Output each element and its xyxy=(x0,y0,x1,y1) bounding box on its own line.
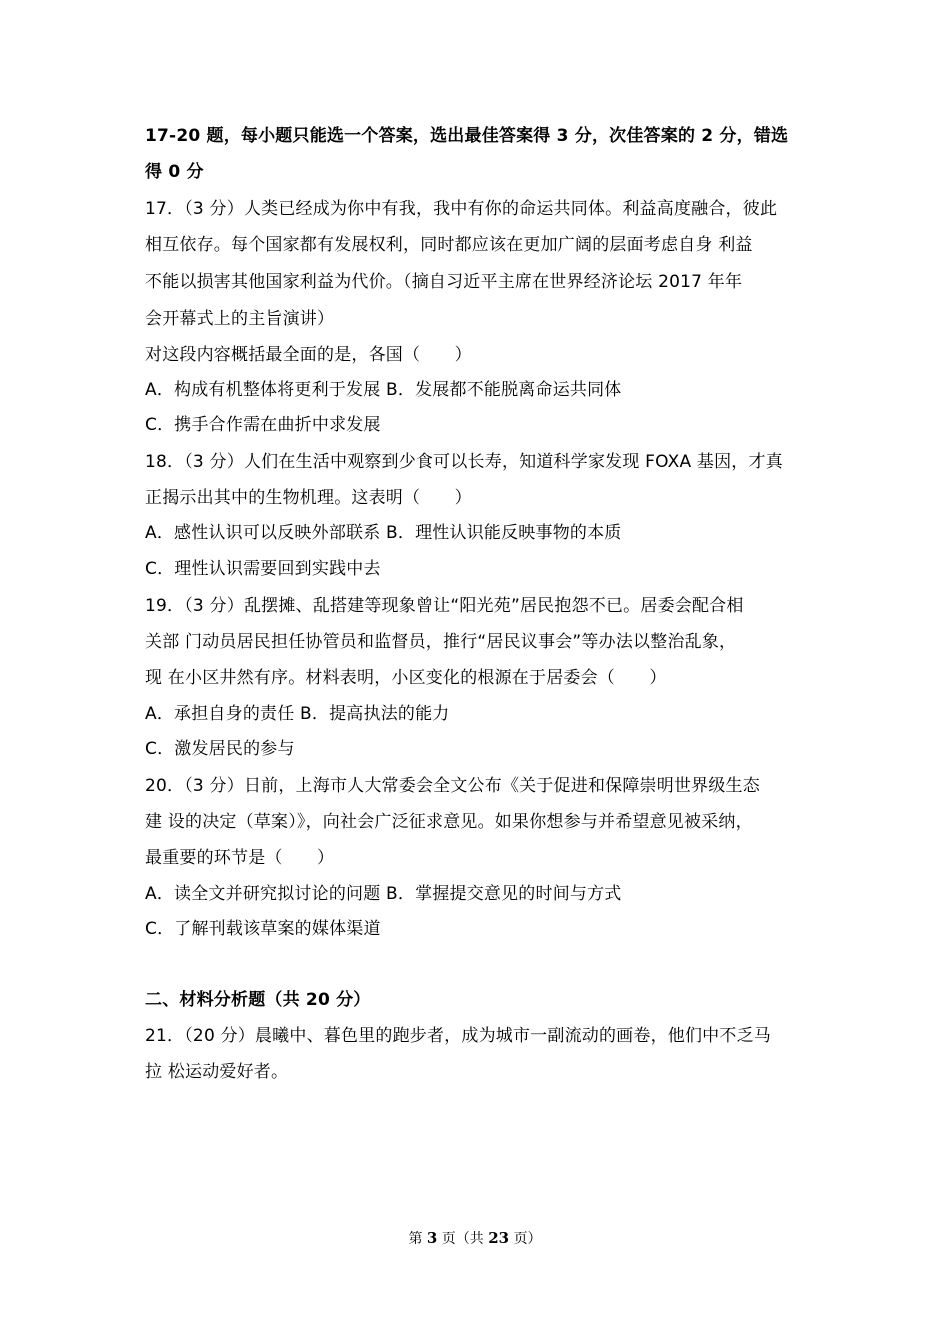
q20-stem-line-2: 建 设的决定（草案）》，向社会广泛征求意见。如果你想参与并希望意见被采纳， xyxy=(145,812,753,832)
footer-prefix: 第 xyxy=(408,1231,423,1247)
q20-stem-line-3: 最重要的环节是（ ） xyxy=(145,848,335,868)
q18-stem-line-2: 正揭示出其中的生物机理。这表明（ ） xyxy=(145,488,472,508)
q17-stem-line-4: 会开幕式上的主旨演讲） xyxy=(145,309,335,329)
q19-stem-line-3: 现 在小区井然有序。材料表明，小区变化的根源在于居委会（ ） xyxy=(145,668,667,688)
page-footer xyxy=(0,1228,950,1249)
q21-stem-line-1: 21．（20 分）晨曦中、暮色里的跑步者，成为城市一副流动的画卷，他们中不乏马 xyxy=(145,1026,771,1046)
q20-options-line-1: A．读全文并研究拟讨论的问题 B．掌握提交意见的时间与方式 xyxy=(145,884,622,904)
q20-stem-line-1: 20．（3 分）日前，上海市人大常委会全文公布《关于促进和保障崇明世界级生态 xyxy=(145,776,760,796)
footer-total-pages: 23 xyxy=(488,1229,510,1247)
q17-stem-line-1: 17．（3 分）人类已经成为你中有我，我中有你的命运共同体。利益高度融合，彼此 xyxy=(145,199,778,219)
q17-stem-line-5: 对这段内容概括最全面的是，各国（ ） xyxy=(145,345,472,365)
instructions-line-2: 得 0 分 xyxy=(145,162,204,182)
q20-options-line-2: C．了解刊载该草案的媒体渠道 xyxy=(145,919,381,939)
footer-page-number: 3 xyxy=(426,1229,438,1247)
section2-heading: 二、材料分析题（共 20 分） xyxy=(145,990,371,1010)
q21-stem-line-2: 拉 松运动爱好者。 xyxy=(145,1062,289,1082)
q18-stem-line-1: 18．（3 分）人们在生活中观察到少食可以长寿，知道科学家发现 FOXA 基因，才真 xyxy=(145,452,783,472)
q17-stem-line-3: 不能以损害其他国家利益为代价。（摘自习近平主席在世界经济论坛 2017 年年 xyxy=(145,272,743,292)
q17-stem-line-2: 相互依存。每个国家都有发展权利，同时都应该在更加广阔的层面考虑自身 利益 xyxy=(145,235,753,255)
footer-middle: 页（共 xyxy=(441,1231,484,1247)
q19-stem-line-2: 关部 门动员居民担任协管员和监督员，推行“居民议事会”等办法以整治乱象， xyxy=(145,632,737,652)
q19-stem-line-1: 19．（3 分）乱摆摊、乱搭建等现象曾让“阳光苑”居民抱怨不已。居委会配合相 xyxy=(145,596,744,616)
instructions-line-1: 17-20 题，每小题只能选一个答案，选出最佳答案得 3 分，次佳答案的 2 分，错选 xyxy=(145,126,789,146)
q18-options-line-1: A．感性认识可以反映外部联系 B．理性认识能反映事物的本质 xyxy=(145,523,622,543)
q17-options-line-2: C．携手合作需在曲折中求发展 xyxy=(145,415,381,435)
q18-options-line-2: C．理性认识需要回到实践中去 xyxy=(145,559,381,579)
q19-options-line-2: C．激发居民的参与 xyxy=(145,739,295,759)
footer-suffix: 页） xyxy=(513,1231,542,1247)
q19-options-line-1: A．承担自身的责任 B．提高执法的能力 xyxy=(145,704,450,724)
q17-options-line-1: A．构成有机整体将更利于发展 B．发展都不能脱离命运共同体 xyxy=(145,380,622,400)
